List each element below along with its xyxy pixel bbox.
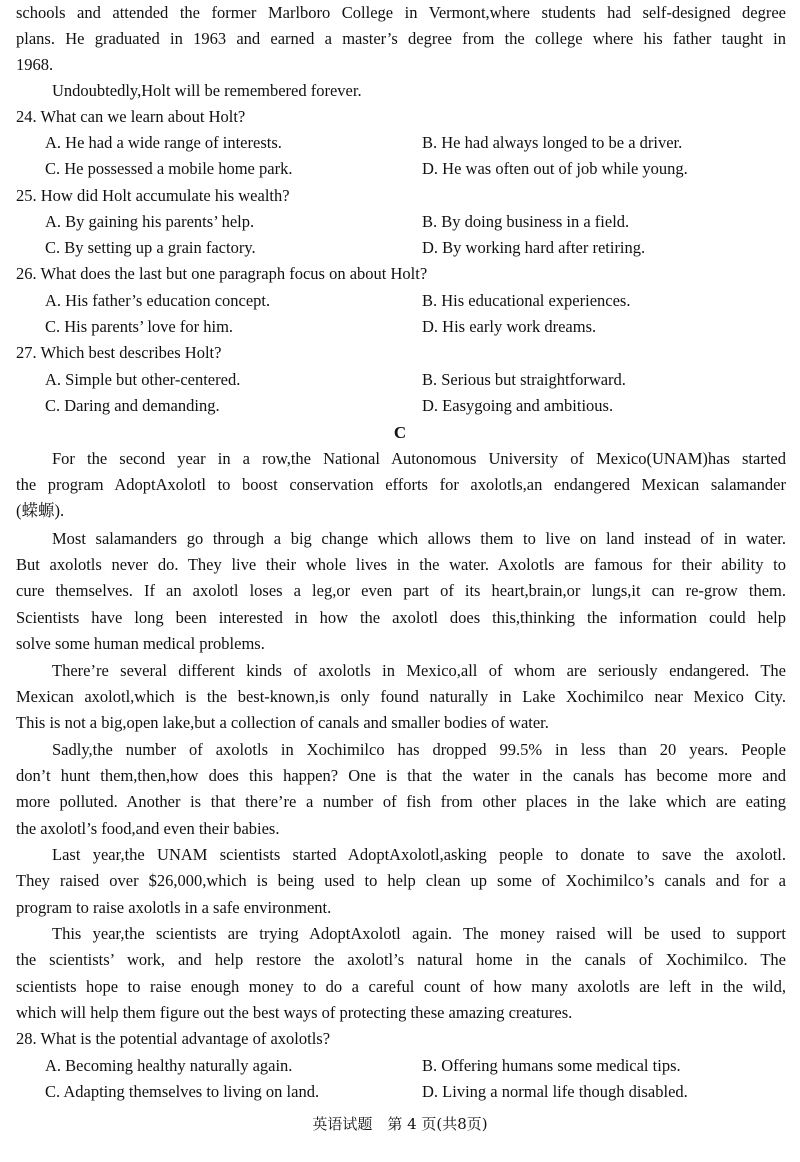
passage-line: 1968. [16,55,54,74]
passage-line: cure themselves. If an axolotl loses a leg,or even part of its heart,brain,or lungs,it can re-grow them. [16,581,786,600]
passage-line: plans. He graduated in 1963 and earned a master’s degree from the college where his father taught in [16,29,786,48]
passage-line: the axolotl’s food,and even their babies. [16,819,280,838]
option-d: D. Easygoing and ambitious. [422,396,614,415]
option-b: B. His educational experiences. [422,291,631,310]
option-c: C. By setting up a grain factory. [45,238,256,257]
option-a: A. Becoming healthy naturally again. [45,1056,293,1075]
option-c: C. Daring and demanding. [45,396,220,415]
option-b: B. He had always longed to be a driver. [422,133,683,152]
passage-line: For the second year in a row,the National Autonomous University of Mexico(UNAM)has started [52,449,786,468]
passage-line: schools and attended the former Marlboro College in Vermont,where students had self-designed degree [16,3,786,22]
option-b: B. Serious but straightforward. [422,370,626,389]
passage-line: solve some human medical problems. [16,634,265,653]
passage-line: the scientists’ work, and help restore the axolotl’s natural home in the canals of Xochimilco. The [16,950,786,969]
option-a: A. By gaining his parents’ help. [45,212,255,231]
option-d: D. Living a normal life though disabled. [422,1082,688,1101]
passage-line: Sadly,the number of axolotls in Xochimilco has dropped 99.5% in less than 20 years. People [52,740,786,759]
passage-line: scientists hope to raise enough money to do a careful count of how many axolotls are left in the wild, [16,977,786,996]
question-stem: 28. What is the potential advantage of axolotls? [16,1029,331,1048]
option-b: B. Offering humans some medical tips. [422,1056,681,1075]
passage-line: which will help them figure out the best ways of protecting these amazing creatures. [16,1003,573,1022]
passage-line: (蝾螈). [16,501,65,520]
option-b: B. By doing business in a field. [422,212,630,231]
passage-line: This is not a big,open lake,but a collection of canals and smaller bodies of water. [16,713,549,732]
passage-line: more polluted. Another is that there’re a number of fish from other places in the lake which are eating [16,792,786,811]
question-stem: 24. What can we learn about Holt? [16,107,246,126]
passage-line: don’t hunt them,then,how does this happen? One is that the water in the canals has become more and [16,766,786,785]
question-stem: 26. What does the last but one paragraph focus on about Holt? [16,264,428,283]
passage-line: the program AdoptAxolotl to boost conservation efforts for axolotls,an endangered Mexican salamander [16,475,786,494]
section-heading: C [393,423,407,442]
passage-line: program to raise axolotls in a safe environment. [16,898,332,917]
passage-line: Last year,the UNAM scientists started AdoptAxolotl,asking people to donate to save the axolotl. [52,845,786,864]
option-d: D. By working hard after retiring. [422,238,646,257]
passage-line: This year,the scientists are trying AdoptAxolotl again. The money raised will be used to support [52,924,786,943]
passage-line: There’re several different kinds of axolotls in Mexico,all of whom are seriously endangered. The [52,661,786,680]
option-a: A. He had a wide range of interests. [45,133,282,152]
question-stem: 25. How did Holt accumulate his wealth? [16,186,290,205]
page-footer: 英语试题 第 4 页(共8页) [312,1115,488,1133]
option-c: C. His parents’ love for him. [45,317,234,336]
option-d: D. His early work dreams. [422,317,597,336]
passage-line: Mexican axolotl,which is the best-known,is only found naturally in Lake Xochimilco near Mexico City. [16,687,786,706]
question-stem: 27. Which best describes Holt? [16,343,222,362]
option-a: A. His father’s education concept. [45,291,271,310]
passage-line: Most salamanders go through a big change which allows them to live on land instead of in water. [52,529,786,548]
passage-line: Scientists have long been interested in how the axolotl does this,thinking the information could help [16,608,786,627]
option-d: D. He was often out of job while young. [422,159,688,178]
option-c: C. He possessed a mobile home park. [45,159,293,178]
option-a: A. Simple but other-centered. [45,370,241,389]
option-c: C. Adapting themselves to living on land. [45,1082,320,1101]
passage-closing: Undoubtedly,Holt will be remembered forever. [52,81,362,100]
passage-line: They raised over $26,000,which is being used to help clean up some of Xochimilco’s canals and for a [16,871,786,890]
passage-line: But axolotls never do. They live their whole lives in the water. Axolotls are famous for their ability to [16,555,786,574]
